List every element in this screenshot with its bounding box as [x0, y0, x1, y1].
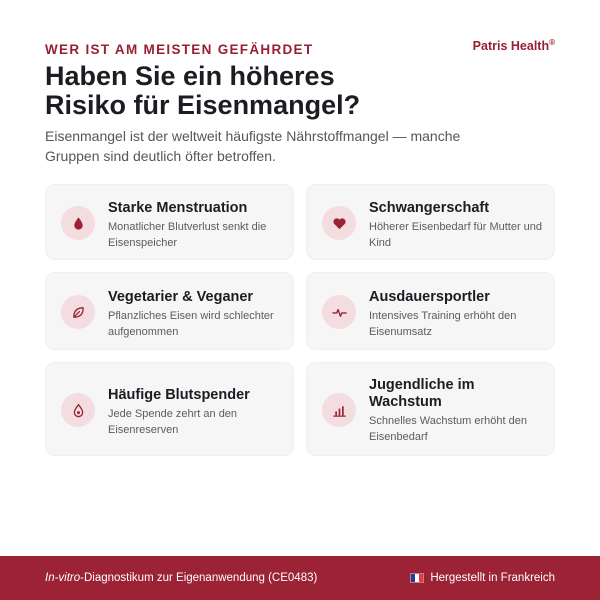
brand-registered-mark: ®: [549, 38, 555, 47]
page-title: [45, 62, 565, 120]
leaf-icon: [71, 305, 86, 320]
icon-badge: [322, 206, 356, 240]
france-flag-icon: [410, 573, 424, 583]
footer-italic-term: In-vitro: [45, 572, 81, 584]
footer-disclaimer-text: -Diagnostikum zur Eigenanwendung (CE0483): [80, 572, 318, 584]
eyebrow-label: WER IST AM MEISTEN GEFÄHRDET: [45, 42, 314, 57]
risk-card-menstruation: [45, 184, 294, 260]
blood-drop-icon: [71, 403, 86, 418]
footer-origin-text: Hergestellt in Frankreich: [430, 572, 555, 584]
icon-badge: [61, 295, 95, 329]
risk-card-vegetarians: [45, 272, 294, 350]
footer-origin: [410, 572, 555, 584]
icon-badge: [61, 206, 95, 240]
card-description: Jede Spende zehrt an den Eisenreserven: [108, 408, 238, 436]
risk-card-pregnancy: [306, 184, 555, 260]
heart-icon: [332, 216, 347, 231]
card-description: Monatlicher Blutverlust senkt die Eisenspeicher: [108, 221, 267, 249]
growth-chart-icon: [332, 403, 347, 418]
brand-logo: [473, 38, 555, 53]
card-title: Jugendliche im Wachstum: [369, 377, 475, 410]
risk-card-adolescents: [306, 362, 555, 456]
icon-badge: [61, 393, 95, 427]
drop-icon: [71, 216, 86, 231]
card-title: Vegetarier & Veganer: [108, 289, 254, 305]
footer-bar: [0, 556, 600, 600]
risk-card-blood-donors: [45, 362, 294, 456]
card-title: Ausdauersportler: [369, 289, 490, 305]
footer-disclaimer: [45, 572, 317, 584]
card-description: Schnelles Wachstum erhöht den Eisenbedarf: [369, 415, 527, 443]
card-description: Pflanzliches Eisen wird schlechter aufgenommen: [108, 310, 274, 338]
card-description: Intensives Training erhöht den Eisenumsatz: [369, 310, 517, 338]
brand-name: Patris Health: [472, 39, 550, 54]
icon-badge: [322, 295, 356, 329]
title-line-2: Risiko für Eisenmangel?: [45, 90, 361, 120]
risk-card-endurance-athletes: [306, 272, 555, 350]
card-title: Schwangerschaft: [369, 200, 490, 216]
title-line-1: Haben Sie ein höheres: [45, 61, 335, 91]
card-description: Höherer Eisenbedarf für Mutter und Kind: [369, 221, 543, 249]
page-subtitle: Eisenmangel ist der weltweit häufigste Nährstoffmangel — manche Gruppen sind deutlich öfter betroffen.: [45, 128, 461, 164]
pulse-icon: [332, 305, 347, 320]
icon-badge: [322, 393, 356, 427]
card-title: Häufige Blutspender: [108, 387, 250, 403]
card-title: Starke Menstruation: [108, 200, 248, 216]
